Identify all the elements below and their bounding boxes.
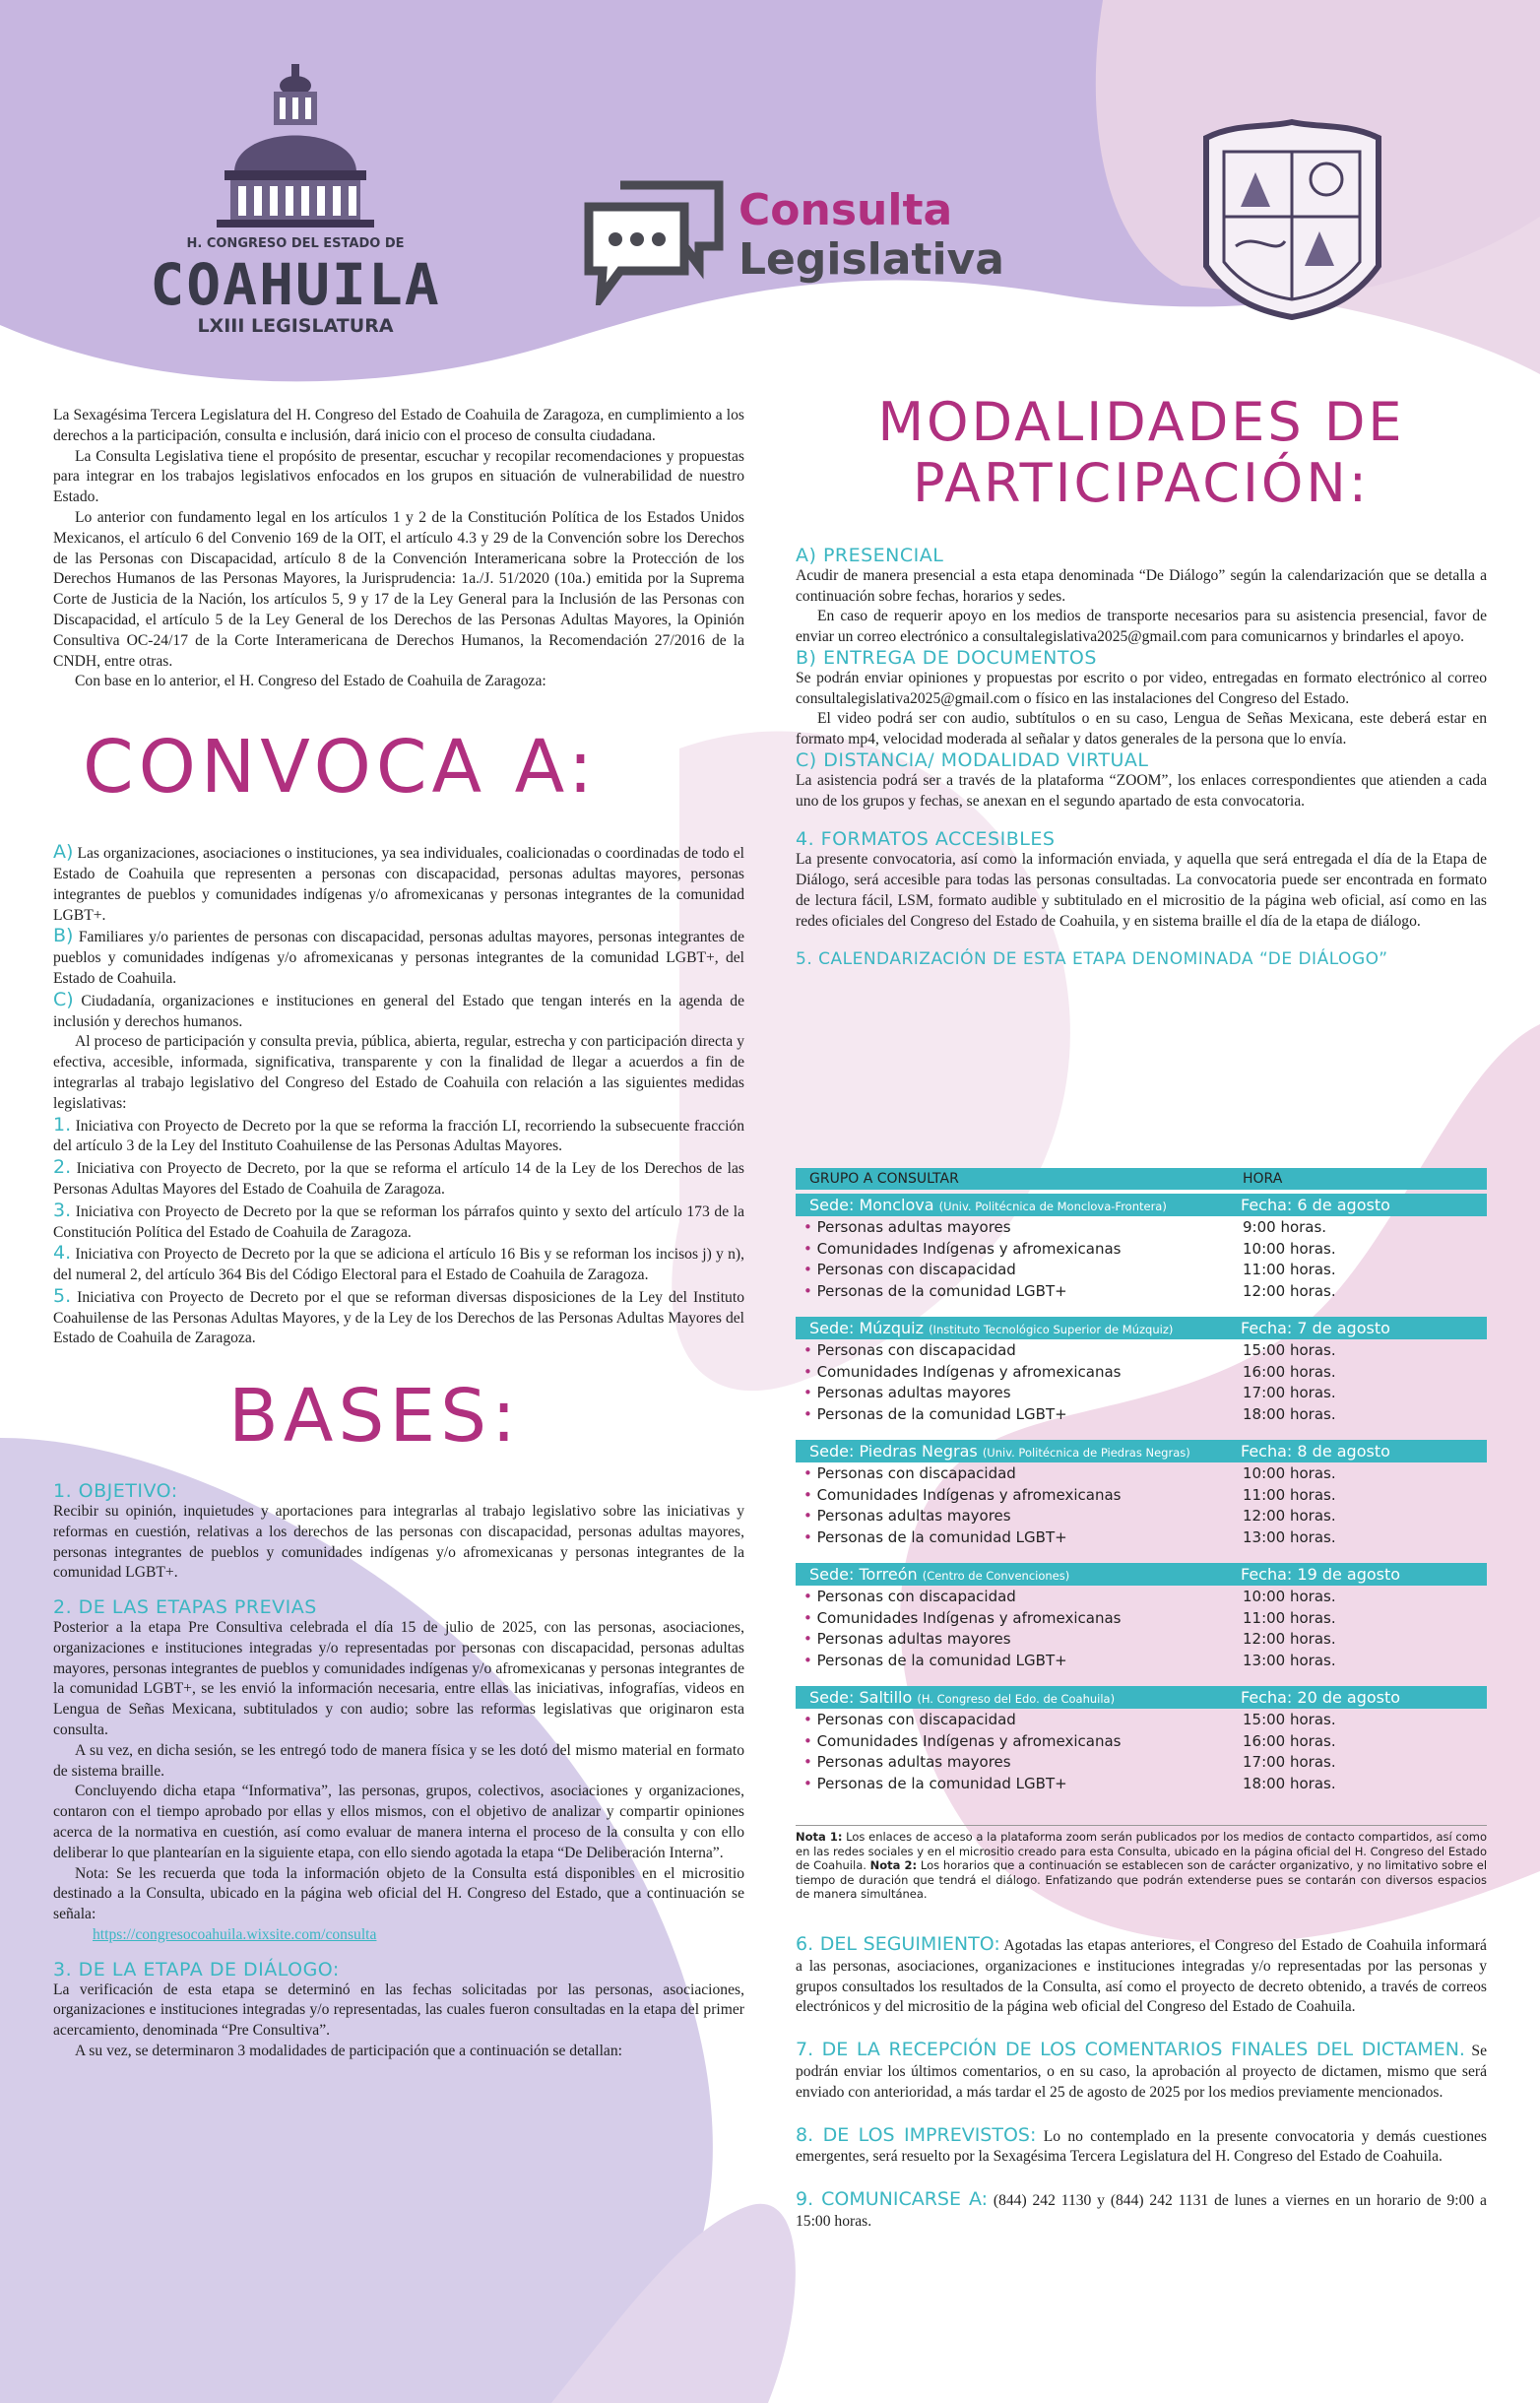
- congress-state-text: COAHUILA: [150, 251, 441, 318]
- sede-venue: (Instituto Tecnológico Superior de Múzquiz): [929, 1323, 1174, 1336]
- group-name: • Personas de la comunidad LGBT+: [803, 1528, 1067, 1546]
- schedule-block-header: [796, 1194, 1487, 1216]
- measure-text: Iniciativa con Proyecto de Decreto, por la que se reforma el artículo 14 de la Ley de los Derechos de las Personas Adultas Mayores del Estado de Coahuila de Zaragoza.: [53, 1160, 744, 1198]
- group-name: • Personas adultas mayores: [803, 1384, 1011, 1401]
- schedule-notes: [796, 1825, 1487, 1902]
- entrega-paragraph: El video podrá ser con audio, subtítulos o en su caso, Lengua de Señas Mexicana, este deberá estar en formato mp4, velocidad moderada al señalar y datos generales de la persona que lo envía.: [796, 710, 1487, 748]
- schedule-row: [796, 1730, 1487, 1752]
- etapas-previas-heading: 2. DE LAS ETAPAS PREVIAS: [53, 1596, 317, 1619]
- convoca-item-text: Familiares y/o parientes de personas con discapacidad, personas adultas mayores, personas integrantes de pueblos y comunidades indígenas y/o afromexicanas y personas integrantes de la comunidad LGBT+, del Estado de Coahuila.: [53, 929, 744, 987]
- schedule-block-header: [796, 1317, 1487, 1339]
- measure-number: 2.: [53, 1156, 72, 1179]
- group-hour: 16:00 horas.: [1243, 1362, 1336, 1381]
- coat-of-arms-icon: [1187, 118, 1398, 320]
- seguimiento-heading: 6. DEL SEGUIMIENTO:: [796, 1933, 1000, 1955]
- nota1-text: Los enlaces de acceso a la plataforma zoom serán publicados por los medios de contacto compartidos, así como en las redes sociales y en el micrositio creado para esta Consulta, ubicado en la página oficial del H. Congreso del Estado de Coahuila.: [796, 1830, 1488, 1872]
- chat-bubble-icon: [581, 177, 729, 305]
- measure-text: Iniciativa con Proyecto de Decreto por la que se adiciona el artículo 16 Bis y se reforman los incisos j) y n), del numeral 2, del artículo 364 Bis del Código Electoral para el Estado de Coahuila de Zaragoza.: [53, 1246, 744, 1284]
- nota2-label: Nota 2:: [869, 1858, 918, 1872]
- imprevistos-heading: 8. DE LOS IMPREVISTOS:: [796, 2123, 1037, 2146]
- group-hour: 17:00 horas.: [1243, 1753, 1336, 1772]
- schedule-row: [796, 1773, 1487, 1794]
- intro-paragraph: La Consulta Legislativa tiene el propósito de presentar, escuchar y recopilar recomendaciones y propuestas para integrar en los trabajos legislativos enfocados en los grupos en situación de vulnerabilidad de nuestro Estado.: [53, 447, 744, 506]
- convoca-item-label: B): [53, 925, 74, 947]
- group-hour: 15:00 horas.: [1243, 1341, 1336, 1359]
- group-name: • Personas de la comunidad LGBT+: [803, 1775, 1067, 1792]
- convoca-item-text: Las organizaciones, asociaciones o instituciones, ya sea individuales, coalicionadas o coordinadas de todo el Estado de Coahuila que representen a personas con discapacidad, personas adultas mayores, personas integrantes de pueblos y comunidades indígenas y/o afromexicanas y personas integrantes de la comunidad LGBT+.: [53, 845, 744, 924]
- schedule-row: [796, 1607, 1487, 1629]
- group-name: • Comunidades Indígenas y afromexicanas: [803, 1363, 1121, 1381]
- formatos-paragraph: La presente convocatoria, así como la información enviada, y aquella que será entregada el día de la Etapa de Diálogo, será accesible para todas las personas consultadas. La convocatoria puede ser encontrada en formato de lectura fácil, LSM, formato audible y subtitulado en el micrositio de la página web oficial, así como en las redes oficiales del Congreso del Estado de Coahuila, y en sistema braille el día de la etapa de diálogo.: [796, 851, 1487, 930]
- schedule-row: [796, 1586, 1487, 1607]
- convoca-item: [53, 842, 744, 926]
- seguimiento-paragraph: [796, 1934, 1487, 2018]
- schedule-row: [796, 1238, 1487, 1260]
- schedule-row: [796, 1259, 1487, 1280]
- left-column: [53, 406, 744, 2062]
- group-hour: 17:00 horas.: [1243, 1384, 1336, 1402]
- measure-text: Iniciativa con Proyecto de Decreto por el que se reforman diversas disposiciones de la Ley del Instituto Coahuilense de las Personas Adultas Mayores, y de la Ley de los Derechos de las Personas Adultas Mayores del Estado de Coahuila de Zaragoza.: [53, 1288, 744, 1347]
- dialogo-paragraph: La verificación de esta etapa se determinó en las fechas solicitadas por las personas, asociaciones, organizaciones e instituciones integradas y/o representadas, las cuales fueron consultadas en la etapa del primer acercamiento, denominada “Pre Consultiva”.: [53, 1981, 744, 2040]
- schedule-block: [796, 1686, 1487, 1793]
- imprevistos-paragraph: [796, 2125, 1487, 2169]
- comunicarse-paragraph: [796, 2189, 1487, 2233]
- consulta-legislativa-logo: [581, 177, 1044, 305]
- measure-number: 1.: [53, 1113, 72, 1136]
- group-name: • Personas de la comunidad LGBT+: [803, 1282, 1067, 1300]
- schedule-block: [796, 1440, 1487, 1547]
- convoca-item-label: C): [53, 988, 74, 1010]
- schedule-block-header: [796, 1440, 1487, 1462]
- dialogo-heading: 3. DE LA ETAPA DE DIÁLOGO:: [53, 1958, 340, 1981]
- intro-paragraph: Lo anterior con fundamento legal en los artículos 1 y 2 de la Constitución Política de los Estados Unidos Mexicanos, el artículo 6 del Convenio 169 de la OIT, el artículo 4.3 y 29 de la Convención sobre los Derechos de las Personas con Discapacidad, artículo 8 de la Convención Interamericana sobre la Protección de los Derechos Humanos de las Personas Mayores, la Jurisprudencia: 1a./J. 51/2020 (10a.) emitida por la Suprema Corte de Justicia de la Nación, los artículos 5, 9 y 17 de la Ley General para la Inclusión de las Personas con Discapacidad, el artículo 5 de la Ley General de los Derechos de las Personas Adultas Mayores, la Opinión Consultiva OC-24/17 de la Corte Interamericana de Derechos Humanos, la Recomendación 27/2016 de la CNDH, entre otras.: [53, 508, 744, 670]
- sede-date: Fecha: 20 de agosto: [1241, 1688, 1401, 1707]
- entrega-heading: B) ENTREGA DE DOCUMENTOS: [796, 646, 1097, 669]
- group-hour: 12:00 horas.: [1243, 1507, 1336, 1526]
- presencial-paragraph: En caso de requerir apoyo en los medios de transporte necesarios para su asistencia presencial, favor de enviar un correo electrónico a consultalegislativa2025@gmail.com para comunicarnos y brindarles el apoyo.: [796, 608, 1487, 646]
- congress-legislature-text: LXIII LEGISLATURA: [197, 315, 394, 337]
- group-hour: 11:00 horas.: [1243, 1485, 1336, 1504]
- congress-logo: [148, 64, 443, 350]
- intro-paragraph: Con base en lo anterior, el H. Congreso del Estado de Coahuila de Zaragoza:: [75, 673, 546, 690]
- schedule-row: [796, 1650, 1487, 1671]
- convoca-item: [53, 926, 744, 989]
- bases-heading: BASES:: [228, 1374, 522, 1460]
- micrositio-link[interactable]: https://congresocoahuila.wixsite.com/consulta: [93, 1926, 377, 1944]
- sede-name: Sede: Monclova: [809, 1196, 934, 1214]
- schedule-hour-header: HORA: [1243, 1171, 1283, 1187]
- schedule-row: [796, 1280, 1487, 1302]
- group-name: • Personas adultas mayores: [803, 1630, 1011, 1648]
- objetivo-heading: 1. OBJETIVO:: [53, 1480, 178, 1503]
- convoca-heading: CONVOCA A:: [83, 725, 598, 811]
- sede-name: Sede: Piedras Negras: [809, 1442, 978, 1461]
- convoca-item-label: A): [53, 841, 74, 864]
- recepcion-paragraph: [796, 2040, 1487, 2103]
- schedule-row: [796, 1709, 1487, 1730]
- schedule-block: [796, 1317, 1487, 1424]
- group-hour: 12:00 horas.: [1243, 1281, 1336, 1300]
- process-paragraph: Al proceso de participación y consulta previa, pública, abierta, regular, estrecha y con participación directa y efectiva, accesible, informada, significativa, transparente y con la finalidad de llegar a acuerdos a fin de integrarlas al trabajo legislativo del Congreso del Estado de Coahuila con relación a las siguientes medidas legislativas:: [53, 1033, 744, 1112]
- group-name: • Comunidades Indígenas y afromexicanas: [803, 1732, 1121, 1750]
- group-name: • Personas con discapacidad: [803, 1341, 1016, 1359]
- legislativa-title: Legislativa: [738, 234, 1004, 285]
- etapas-paragraph: A su vez, en dicha sesión, se les entregó todo de manera física y se les dotó del mismo material en formato de sistema braille.: [53, 1741, 744, 1780]
- measure-text: Iniciativa con Proyecto de Decreto por la que se reforman los párrafos quinto y sexto del artículo 173 de la Constitución Política del Estado de Coahuila de Zaragoza.: [53, 1202, 744, 1241]
- group-name: • Personas con discapacidad: [803, 1711, 1016, 1728]
- schedule-row: [796, 1462, 1487, 1484]
- formatos-heading: 4. FORMATOS ACCESIBLES: [796, 828, 1056, 851]
- sede-date: Fecha: 6 de agosto: [1241, 1196, 1390, 1214]
- group-name: • Personas de la comunidad LGBT+: [803, 1652, 1067, 1669]
- group-name: • Personas adultas mayores: [803, 1507, 1011, 1525]
- entrega-paragraph: Se podrán enviar opiniones y propuestas por escrito o por video, entregadas en formato electrónico al correo consultalegislativa2025@gmail.com o físico en las instalaciones del Congreso del Estado.: [796, 669, 1487, 707]
- consulta-title: Consulta: [738, 185, 953, 235]
- group-name: • Personas de la comunidad LGBT+: [803, 1405, 1067, 1423]
- seguimiento-text: Agotadas las etapas anteriores, el Congreso del Estado de Coahuila informará a las personas, asociaciones, organizaciones e instituciones integradas y/o representadas por las personas y grupos consultados los resultados de la Consulta, así como el proyecto de decreto obtenido, a través de correos electrónicos y del micrositio de la página web oficial del Congreso del Estado de Coahuila.: [796, 1937, 1487, 2016]
- schedule-block: [796, 1563, 1487, 1670]
- state-seal: [1187, 118, 1398, 320]
- modalidades-heading: [796, 392, 1487, 514]
- group-hour: 18:00 horas.: [1243, 1774, 1336, 1792]
- right-column-bottom: [796, 1934, 1487, 2233]
- sede-name: Sede: Múzquiz: [809, 1319, 924, 1337]
- group-hour: 10:00 horas.: [1243, 1588, 1336, 1605]
- group-name: • Personas con discapacidad: [803, 1464, 1016, 1482]
- imprevistos-text: Lo no contemplado en la presente convocatoria y demás cuestiones emergentes, será resuelto por la Sexagésima Tercera Legislatura del H. Congreso del Estado de Coahuila.: [796, 2127, 1487, 2166]
- group-hour: 16:00 horas.: [1243, 1731, 1336, 1750]
- measure-number: 5.: [53, 1284, 72, 1307]
- right-column-top: [796, 546, 1487, 970]
- measure-number: 3.: [53, 1199, 72, 1221]
- sede-date: Fecha: 8 de agosto: [1241, 1442, 1390, 1461]
- schedule-row: [796, 1526, 1487, 1548]
- schedule-row: [796, 1361, 1487, 1383]
- sede-venue: (H. Congreso del Edo. de Coahuila): [917, 1692, 1116, 1706]
- schedule-block-header: [796, 1563, 1487, 1586]
- measure-number: 4.: [53, 1242, 72, 1265]
- schedule-row: [796, 1339, 1487, 1361]
- intro-paragraph: La Sexagésima Tercera Legislatura del H. Congreso del Estado de Coahuila de Zaragoza, en cumplimiento a los derechos a la participación, consulta e inclusión, dará inicio con el proceso de consulta ciudadana.: [53, 407, 744, 444]
- sede-venue: (Univ. Politécnica de Monclova-Frontera): [938, 1200, 1167, 1213]
- sede-date: Fecha: 19 de agosto: [1241, 1565, 1401, 1584]
- measure-text: Iniciativa con Proyecto de Decreto por la que se reforma la fracción LI, recorriendo la subsecuente fracción del artículo 3 de la Ley del Instituto Coahuilense de las Personas Adultas Mayores.: [53, 1117, 744, 1155]
- etapas-paragraph: Nota: Se les recuerda que toda la información objeto de la Consulta está disponibles en el micrositio destinado a la Consulta, ubicado en la página web oficial del H. Congreso del Estado, que a continuación se señala:: [53, 1864, 744, 1923]
- group-name: • Personas con discapacidad: [803, 1261, 1016, 1278]
- schedule-block-header: [796, 1686, 1487, 1709]
- sede-name: Sede: Saltillo: [809, 1688, 913, 1707]
- objetivo-text: Recibir su opinión, inquietudes y aportaciones para integrarlas al trabajo legislativo sobre las iniciativas y reformas en cuestión, relativas a los derechos de las personas con discapacidad, personas adultas mayores, personas integrantes de pueblos y comunidades indígenas y/o afromexicanas y personas integrantes de la comunidad LGBT+.: [53, 1503, 744, 1582]
- sede-name: Sede: Torreón: [809, 1565, 918, 1584]
- nota2-text: Los horarios que a continuación se establecen son de carácter organizativo, y no limitativo sobre el tiempo de duración que tendrá el diálogo. Enfatizando que podrán extenderse pues se contarán con diversos espacios de manera simultánea.: [796, 1858, 1488, 1901]
- convoca-item-text: Ciudadanía, organizaciones e instituciones en general del Estado que tengan interés en la agenda de inclusión y derechos humanos.: [53, 992, 744, 1030]
- schedule-row: [796, 1505, 1487, 1526]
- sede-date: Fecha: 7 de agosto: [1241, 1319, 1390, 1337]
- etapas-paragraph: Posterior a la etapa Pre Consultiva celebrada el día 15 de julio de 2025, con las personas, asociaciones, organizaciones e instituciones integradas y/o representadas por personas con discapacidad, personas adultas mayores, personas integrantes de pueblos y comunidades indígenas y/o afromexicanas y personas integrantes de la comunidad LGBT+, se les envió la información necesaria, entre ellas las iniciativas, infografías, videos en Lengua de Señas Mexicana, subtitulados y con audio; sobre las reformas legislativas que originaron esta consulta.: [53, 1619, 744, 1739]
- schedule-row: [796, 1751, 1487, 1773]
- group-hour: 13:00 horas.: [1243, 1651, 1336, 1669]
- schedule-group-header: GRUPO A CONSULTAR: [809, 1171, 959, 1187]
- modalidades-heading-line2: PARTICIPACIÓN:: [912, 452, 1370, 514]
- presencial-paragraph: Acudir de manera presencial a esta etapa denominada “De Diálogo” según la calendarización que se detalla a continuación sobre fechas, horarios y sedes.: [796, 566, 1487, 605]
- sede-venue: (Centro de Convenciones): [922, 1569, 1070, 1583]
- schedule-row: [796, 1216, 1487, 1238]
- measure-item: [53, 1201, 744, 1244]
- group-name: • Personas adultas mayores: [803, 1753, 1011, 1771]
- congress-org-text: H. CONGRESO DEL ESTADO DE: [186, 236, 405, 251]
- group-name: • Personas adultas mayores: [803, 1218, 1011, 1236]
- calendario-heading: 5. CALENDARIZACIÓN DE ESTA ETAPA DENOMINADA “DE DIÁLOGO”: [796, 949, 1388, 970]
- group-hour: 12:00 horas.: [1243, 1630, 1336, 1649]
- schedule-header: [796, 1168, 1487, 1190]
- convoca-item: [53, 990, 744, 1033]
- group-hour: 10:00 horas.: [1243, 1464, 1336, 1482]
- measure-item: [53, 1115, 744, 1158]
- group-hour: 9:00 horas.: [1243, 1218, 1327, 1236]
- schedule-row: [796, 1628, 1487, 1650]
- etapas-paragraph: Concluyendo dicha etapa “Informativa”, las personas, grupos, colectivos, asociaciones y organizaciones, contaron con el tiempo aprobado por ellas y ellos mismos, con el objetivo de analizar y compartir opiniones acerca de la normativa en cuestión, así como evaluar de manera interna el proceso de la consulta y con ello deliberar lo que plantearían en la siguiente etapa, con ello siendo agotada la etapa “De Deliberación Interna”.: [53, 1783, 744, 1861]
- virtual-heading: C) DISTANCIA/ MODALIDAD VIRTUAL: [796, 748, 1149, 771]
- schedule-row: [796, 1403, 1487, 1425]
- dialogo-paragraph: A su vez, se determinaron 3 modalidades de participación que a continuación se detallan:: [75, 2043, 622, 2059]
- measure-item: [53, 1286, 744, 1349]
- group-hour: 11:00 horas.: [1243, 1608, 1336, 1627]
- comunicarse-heading: 9. COMUNICARSE A:: [796, 2188, 989, 2211]
- recepcion-text: Se podrán enviar los últimos comentarios, o en su caso, la aprobación al proyecto de dictamen, mismo que será enviado con anterioridad, a más tardar el 25 de agosto de 2025 por los medios previamente mencionados.: [796, 2043, 1487, 2101]
- sede-venue: (Univ. Politécnica de Piedras Negras): [982, 1446, 1190, 1460]
- group-hour: 11:00 horas.: [1243, 1261, 1336, 1279]
- group-name: • Comunidades Indígenas y afromexicanas: [803, 1240, 1121, 1258]
- group-name: • Comunidades Indígenas y afromexicanas: [803, 1609, 1121, 1627]
- modalidades-heading-line1: MODALIDADES DE: [877, 391, 1405, 453]
- capitol-dome-icon: [148, 64, 443, 236]
- group-hour: 13:00 horas.: [1243, 1527, 1336, 1546]
- presencial-heading: A) PRESENCIAL: [796, 545, 944, 566]
- comunicarse-text: (844) 242 1130 y (844) 242 1131 de lunes a viernes en un horario de 9:00 a 15:00 horas.: [796, 2192, 1487, 2230]
- recepcion-heading: 7. DE LA RECEPCIÓN DE LOS COMENTARIOS FINALES DEL DICTAMEN.: [796, 2039, 1465, 2061]
- virtual-paragraph: La asistencia podrá ser a través de la plataforma “ZOOM”, los enlaces correspondientes que atienden a cada uno de los grupos y fechas, se anexan en el segundo apartado de esta convocatoria.: [796, 771, 1487, 810]
- schedule-row: [796, 1382, 1487, 1403]
- group-name: • Personas con discapacidad: [803, 1588, 1016, 1605]
- group-hour: 10:00 horas.: [1243, 1239, 1336, 1258]
- nota1-label: Nota 1:: [796, 1830, 843, 1844]
- group-name: • Comunidades Indígenas y afromexicanas: [803, 1486, 1121, 1504]
- group-hour: 15:00 horas.: [1243, 1711, 1336, 1728]
- schedule-row: [796, 1484, 1487, 1506]
- schedule-block: [796, 1194, 1487, 1301]
- measure-item: [53, 1157, 744, 1201]
- group-hour: 18:00 horas.: [1243, 1404, 1336, 1423]
- measure-item: [53, 1243, 744, 1286]
